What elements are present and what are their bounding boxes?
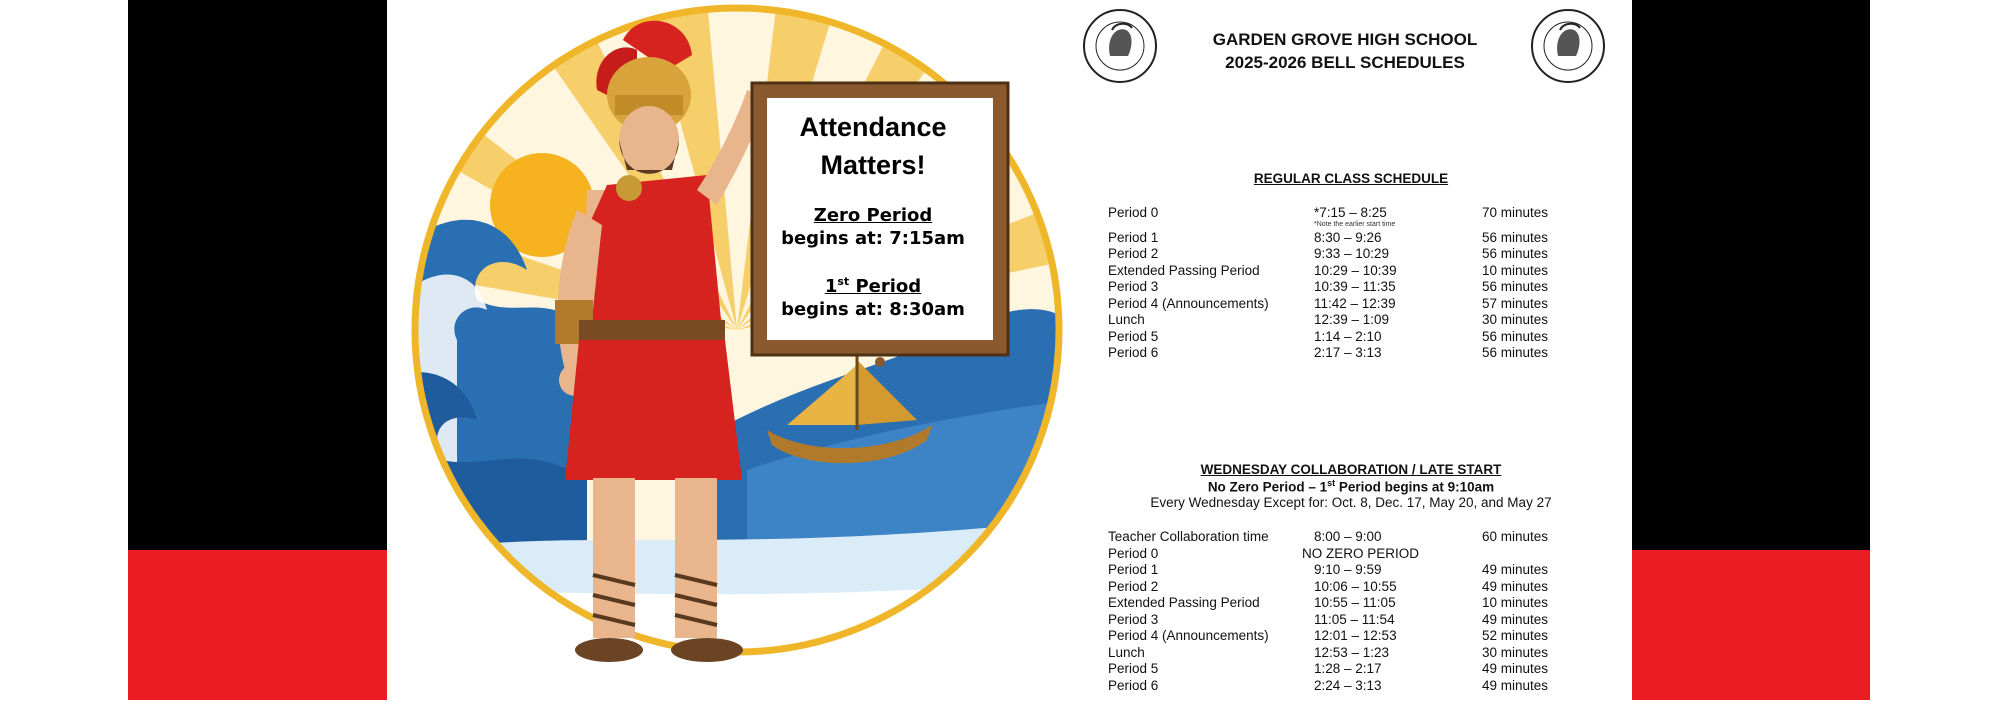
spartan-illustration — [387, 0, 1070, 700]
period-name: Period 0 — [1108, 205, 1159, 220]
period-name: Teacher Collaboration time — [1108, 529, 1269, 544]
period-time: 1:14 – 2:10 — [1314, 328, 1382, 344]
first-period-time: begins at: 8:30am — [781, 299, 965, 320]
schedule-row — [1108, 205, 1608, 221]
period-name: Lunch — [1108, 644, 1145, 660]
schedule-row — [1108, 263, 1608, 279]
period-minutes: 52 minutes — [1482, 628, 1549, 643]
sign-title-line1: Attendance — [799, 112, 947, 142]
period-name: Period 0 — [1108, 545, 1159, 561]
period-time: 8:30 – 9:26 — [1314, 229, 1382, 245]
period-time: 10:06 – 10:55 — [1314, 578, 1397, 594]
period-time: NO ZERO PERIOD — [1302, 545, 1420, 561]
period-time: 10:39 – 11:35 — [1314, 279, 1396, 294]
schedule-row — [1108, 678, 1608, 694]
schedule-row — [1108, 562, 1608, 578]
right-black-panel — [1632, 0, 1870, 550]
schedule-row — [1108, 279, 1608, 295]
period-minutes: 56 minutes — [1482, 345, 1549, 360]
schedule-row — [1108, 612, 1608, 628]
schedule-row — [1108, 230, 1608, 246]
schedule-row — [1108, 628, 1608, 644]
period-minutes: 57 minutes — [1482, 295, 1549, 311]
schedule-row — [1108, 661, 1608, 677]
period-name: Period 5 — [1108, 328, 1159, 344]
period-time: *7:15 – 8:25 — [1314, 205, 1387, 220]
period-time: 10:55 – 11:05 — [1314, 595, 1396, 610]
period-time: 11:42 – 12:39 — [1314, 295, 1396, 311]
period-name: Period 1 — [1108, 229, 1159, 245]
bell-schedule-document — [1070, 0, 1632, 700]
schedule-row — [1108, 345, 1608, 361]
period-name: Period 4 (Announcements) — [1108, 295, 1269, 311]
period-time: 12:01 – 12:53 — [1314, 628, 1397, 643]
schedule-row — [1108, 595, 1608, 611]
period-minutes: 56 minutes — [1482, 328, 1549, 344]
wednesday-subtitle: No Zero Period – 1st Period begins at 9:10am — [1207, 478, 1495, 495]
period-time: 8:00 – 9:00 — [1314, 529, 1382, 544]
left-red-panel — [128, 550, 387, 700]
schedule-years: 2025-2026 BELL SCHEDULES — [1225, 53, 1465, 72]
period-name: Period 6 — [1108, 677, 1159, 693]
period-name: Period 4 (Announcements) — [1108, 628, 1269, 643]
period-minutes: 30 minutes — [1482, 644, 1549, 660]
period-name: Period 3 — [1108, 611, 1159, 627]
sign-text — [762, 108, 984, 321]
period-name: Period 5 — [1108, 661, 1159, 676]
schedule-row — [1108, 579, 1608, 595]
period-time: 2:24 – 3:13 — [1314, 677, 1382, 693]
period-name: Period 2 — [1108, 246, 1159, 261]
wednesday-schedule-title: WEDNESDAY COLLABORATION / LATE START — [1200, 462, 1502, 477]
period-minutes: 49 minutes — [1482, 611, 1549, 627]
wednesday-exceptions: Every Wednesday Except for: Oct. 8, Dec. 17, May 20, and May 27 — [1150, 495, 1552, 510]
schedule-row — [1108, 312, 1608, 328]
period-minutes: 10 minutes — [1482, 595, 1549, 610]
first-period-label: 1st Period — [824, 275, 922, 297]
period-time: 12:39 – 1:09 — [1314, 312, 1390, 327]
sign-title-line2: Matters! — [820, 150, 926, 180]
school-seal-icon — [1082, 8, 1158, 84]
period-minutes: 70 minutes — [1482, 205, 1549, 220]
period-time: 2:17 – 3:13 — [1314, 345, 1382, 360]
schedule-row — [1108, 645, 1608, 661]
period-name: Period 1 — [1108, 562, 1159, 577]
period-minutes: 49 minutes — [1482, 677, 1549, 693]
zero-period-time: begins at: 7:15am — [781, 228, 965, 249]
period-time: 12:53 – 1:23 — [1314, 644, 1390, 660]
period-name: Period 6 — [1108, 345, 1159, 360]
period-time: 9:33 – 10:29 — [1314, 246, 1390, 261]
period-name: Period 2 — [1108, 578, 1159, 594]
regular-schedule-title: REGULAR CLASS SCHEDULE — [1253, 171, 1449, 186]
left-black-panel — [128, 0, 387, 550]
period-minutes: 49 minutes — [1482, 661, 1549, 676]
period-minutes: 56 minutes — [1482, 246, 1549, 261]
period-minutes: 60 minutes — [1482, 529, 1549, 544]
period-minutes: 49 minutes — [1482, 578, 1549, 594]
schedule-row — [1108, 329, 1608, 345]
period-time: 1:28 – 2:17 — [1314, 661, 1382, 676]
right-red-panel — [1632, 550, 1870, 700]
period-name: Lunch — [1108, 312, 1145, 327]
schedule-row — [1108, 296, 1608, 312]
school-seal-icon — [1530, 8, 1606, 84]
period-minutes: 49 minutes — [1482, 562, 1549, 577]
period-time: 10:29 – 10:39 — [1314, 262, 1397, 278]
schedule-row — [1108, 246, 1608, 262]
period-minutes: 56 minutes — [1482, 279, 1549, 294]
school-name: GARDEN GROVE HIGH SCHOOL — [1212, 30, 1478, 49]
schedule-row — [1108, 546, 1608, 562]
period-time: 9:10 – 9:59 — [1314, 562, 1382, 577]
period-time: 11:05 – 11:54 — [1314, 611, 1395, 627]
zero-period-label: Zero Period — [813, 205, 933, 226]
period-name: Extended Passing Period — [1108, 262, 1260, 278]
period-name: Period 3 — [1108, 279, 1159, 294]
period-name: Extended Passing Period — [1108, 595, 1260, 610]
schedule-row — [1108, 529, 1608, 545]
period-minutes: 30 minutes — [1482, 312, 1549, 327]
period-minutes: 10 minutes — [1482, 262, 1549, 278]
period-minutes: 56 minutes — [1482, 229, 1549, 245]
earlier-start-note: *Note the earlier start time — [1314, 221, 1396, 228]
